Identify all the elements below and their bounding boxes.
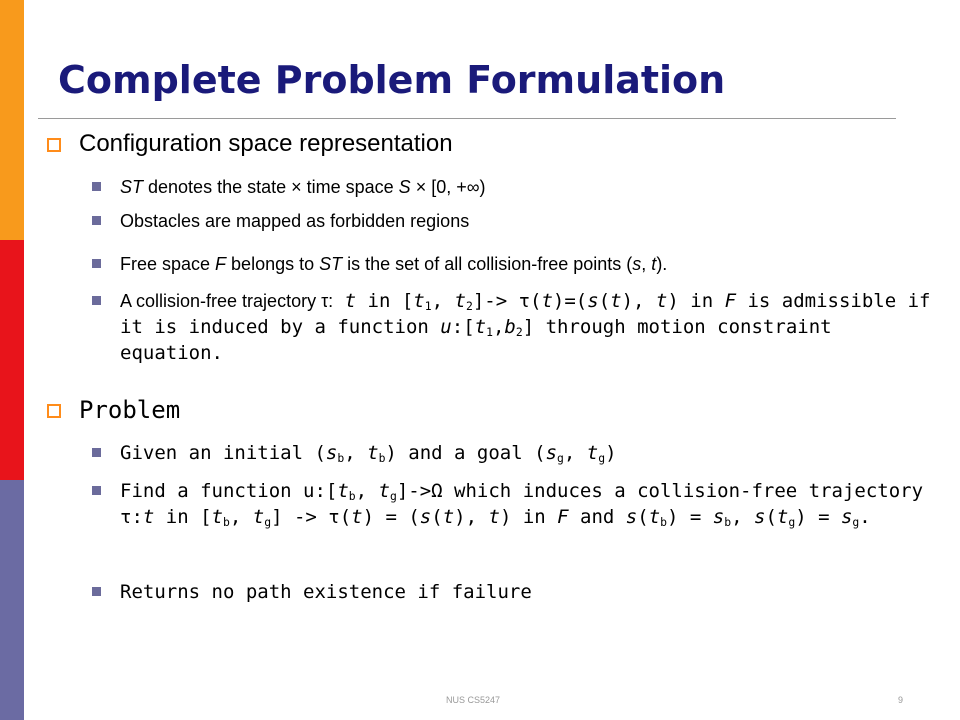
accent-bar-red bbox=[0, 240, 24, 480]
square-bullet-icon bbox=[92, 486, 101, 495]
list-item-text: Free space F belongs to ST is the set of all collision-free points (s, t). bbox=[120, 254, 668, 274]
list-item-text: Find a function $u:[t_b$, $t_g]->\Omega$ which induces a collision-free trajectory τ:t in [$t_b$, $t_g] -> \tau(t) = (s(t)$, t) in F and $s(t_b) = s_b$, $s(t_g) = s_g$. bbox=[120, 480, 924, 529]
hollow-square-bullet-icon bbox=[47, 138, 61, 152]
square-bullet-icon bbox=[92, 216, 101, 225]
square-bullet-icon bbox=[92, 296, 101, 305]
hollow-square-bullet-icon bbox=[47, 404, 61, 418]
accent-bar-purple bbox=[0, 480, 24, 720]
square-bullet-icon bbox=[92, 587, 101, 596]
section-heading-label: Configuration space representation bbox=[79, 130, 453, 157]
list-item-text: Obstacles are mapped as forbidden regions bbox=[120, 211, 470, 231]
slide-title: Complete Problem Formulation bbox=[58, 58, 726, 102]
list-item-text: Returns no path existence if failure bbox=[120, 581, 532, 603]
page-number: 9 bbox=[898, 695, 904, 705]
list-item-text: ST denotes the state × time space S × [0, +∞) bbox=[120, 177, 486, 197]
accent-bar-orange bbox=[0, 0, 24, 240]
list-item-text: A collision-free trajectory τ: t in [$t_1$, $t_2]-> \tau(t)=(s(t)$, t) in F is admissible if it is induced by a function $u:[t_1,b_2]$ through motion constraint equation. bbox=[120, 290, 931, 364]
title-underline bbox=[38, 118, 896, 119]
section-heading-label: Problem bbox=[79, 396, 181, 424]
square-bullet-icon bbox=[92, 259, 101, 268]
square-bullet-icon bbox=[92, 448, 101, 457]
footer-course-label: NUS CS5247 bbox=[446, 695, 501, 705]
list-item-text: Given an initial ($s_b$, $t_b$) and a goal ($s_g$, $t_g$) bbox=[120, 442, 617, 465]
square-bullet-icon bbox=[92, 182, 101, 191]
